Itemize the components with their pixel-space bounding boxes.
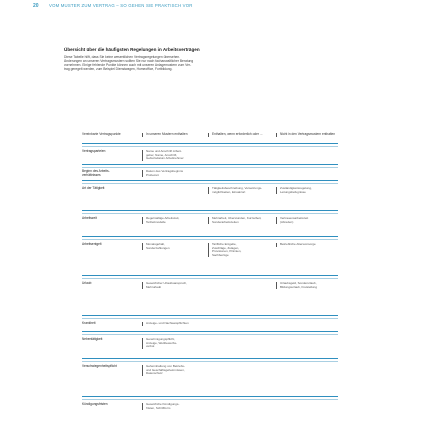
intro-line: vornehmen. Einige fehlende Punkte können auch mit unseren Anlagemustern zum Ver-	[64, 63, 192, 67]
row-cell-included	[142, 282, 198, 289]
cell-line: Geheimhaltung von Betriebs-	[146, 365, 185, 368]
cell-line: Geburtsdatum Arbeitnehmer	[146, 156, 184, 161]
cell-line: und Geschäftsgeheimnissen,	[146, 367, 185, 372]
cell-line: fristen, Schriftform	[146, 405, 171, 410]
row-label-line: Beginn des Arbeits-	[82, 169, 110, 173]
row-label: Art der Tätigkeit	[82, 186, 105, 190]
cell-line: Regelmäßige Arbeitszeit,	[146, 217, 180, 220]
cell-line: Leitungsbefugnisse	[280, 189, 306, 194]
row-divider	[82, 236, 338, 237]
row-divider	[82, 331, 338, 332]
cell-line: Teilzeitmodelle	[146, 219, 166, 224]
cell-line: (Abreden)	[280, 219, 294, 224]
row-label: Arbeitszeit	[82, 216, 97, 220]
row-label: Urlaub	[82, 281, 92, 285]
cell-line: Name und Anschrift Arbeit-	[146, 150, 182, 153]
row-divider-thin	[82, 183, 338, 184]
cell-line: Gesetzlicher Urlaubsanspruch,	[146, 282, 188, 285]
row-cell-included	[142, 338, 198, 349]
row-cell-optional	[208, 217, 268, 224]
row-divider	[82, 164, 338, 165]
row-cell-included	[142, 217, 198, 224]
row-cell-included	[142, 150, 198, 161]
row-cell-included	[142, 170, 198, 177]
row-divider-thin	[82, 399, 338, 400]
row-label: Verschwiegenheitspflicht	[82, 364, 117, 368]
column-header-included: In unseren Mustern enthalten	[142, 133, 206, 137]
row-cell-included	[142, 243, 198, 250]
row-divider-thin	[82, 213, 338, 214]
cell-line: Datenschutz	[146, 371, 163, 376]
row-cell-optional	[208, 243, 268, 257]
cell-line: Tarifliche Entgelte,	[212, 243, 237, 246]
cell-line: Datum des Vertragsbeginns	[146, 170, 184, 173]
cell-line: Gesetzliche Kündigungs-	[146, 403, 180, 406]
column-header-optional: Enthalten, wenn erforderlich oder ...	[208, 133, 270, 137]
row-label: Nebentätigkeit	[82, 337, 103, 341]
cell-line: Sonderarbeitszeiten	[212, 219, 239, 224]
row-divider-thin	[82, 361, 338, 362]
row-divider	[82, 143, 338, 144]
row-cell-not-included	[276, 243, 336, 247]
intro-line: Änderungen an unseren Vertragsmustern sollten Sie nur nach fachanwaltlicher Beratung	[64, 59, 194, 63]
row-divider-thin	[82, 318, 338, 319]
row-divider	[82, 275, 338, 276]
cell-line: Mehrurlaub	[146, 284, 162, 289]
cell-line: Genehmigungspflicht,	[146, 338, 176, 341]
cell-line: Anzeige, Wettbewerbs-	[146, 340, 177, 345]
row-label: Kündigungsfristen	[82, 402, 108, 406]
row-cell-included	[142, 365, 198, 376]
table-title: Übersicht über die häufigsten Regelungen in Arbeitsverträgen	[64, 47, 200, 52]
cell-line: Sonderzahlungen	[146, 245, 170, 250]
row-divider	[82, 396, 338, 397]
row-cell-optional	[208, 187, 268, 194]
row-divider-thin	[82, 146, 338, 147]
cell-line: Zuständigkeitsregelung,	[280, 187, 312, 190]
row-divider-thin	[82, 334, 338, 335]
row-divider-thin	[82, 239, 338, 240]
cell-line: möglichkeiten, Einsatzort	[212, 189, 246, 194]
row-label	[82, 170, 110, 177]
cell-line: Sachbezüge	[212, 252, 229, 257]
row-divider-thin	[82, 278, 338, 279]
intro-line: Diese Tabelle hilft, dass Sie keine wesentlichen Vertragsregelungen übersehen.	[64, 55, 181, 59]
cell-line: Provisionen, Prämien,	[212, 249, 242, 254]
cell-line: verbot	[146, 344, 155, 349]
cell-line: Monatsgehalt,	[146, 243, 165, 246]
row-cell-not-included	[276, 282, 336, 289]
row-cell-included	[142, 322, 198, 326]
cell-line: Betriebliche Altersvorsorge	[280, 243, 316, 246]
row-label-line: verhältnisses	[82, 172, 101, 177]
row-divider-thin	[82, 167, 338, 168]
intro-line: trag geregelt werden, zum Beispiel Dienstwagen, Homeoffice, Fortbildung.	[64, 67, 173, 71]
row-divider	[82, 210, 338, 211]
column-header-not-included: Nicht in den Vertragsmustern enthalten	[276, 133, 342, 137]
cell-line: geber, Name, Anschrift,	[146, 152, 178, 157]
row-divider	[82, 180, 338, 181]
row-cell-not-included	[276, 217, 332, 224]
cell-line: Zuschläge, Zulagen,	[212, 245, 240, 250]
row-label: Krankheit	[82, 321, 96, 325]
cell-line: Urlaubsgeld, Sonderurlaub,	[280, 282, 317, 285]
cell-line: Bildungsurlaub, Freistellung	[280, 284, 318, 289]
cell-line: Probezeit	[146, 172, 159, 177]
page-number: 20	[33, 3, 39, 9]
row-label: Vertragsparteien	[82, 149, 106, 153]
cell-line: Tätigkeitsbeschreibung, Versetzungs-	[212, 187, 263, 190]
row-divider	[82, 315, 338, 316]
row-cell-not-included	[276, 187, 332, 194]
row-divider	[82, 358, 338, 359]
running-title: VOM MUSTER ZUM VERTRAG – SO GEHEN SIE PRAKTISCH VOR	[49, 3, 193, 8]
cell-line: Anzeige- und Nachweispflichten	[146, 322, 189, 325]
column-header-points: Vereinbarte Vertragspunkte	[82, 132, 121, 136]
row-label: Arbeitsentgelt	[82, 242, 102, 246]
cell-line: Vertrauensarbeitszeit	[280, 217, 309, 220]
cell-line: Mehrarbeit, Überstunden, Kurzarbeit,	[212, 217, 262, 220]
row-cell-included	[142, 403, 198, 410]
